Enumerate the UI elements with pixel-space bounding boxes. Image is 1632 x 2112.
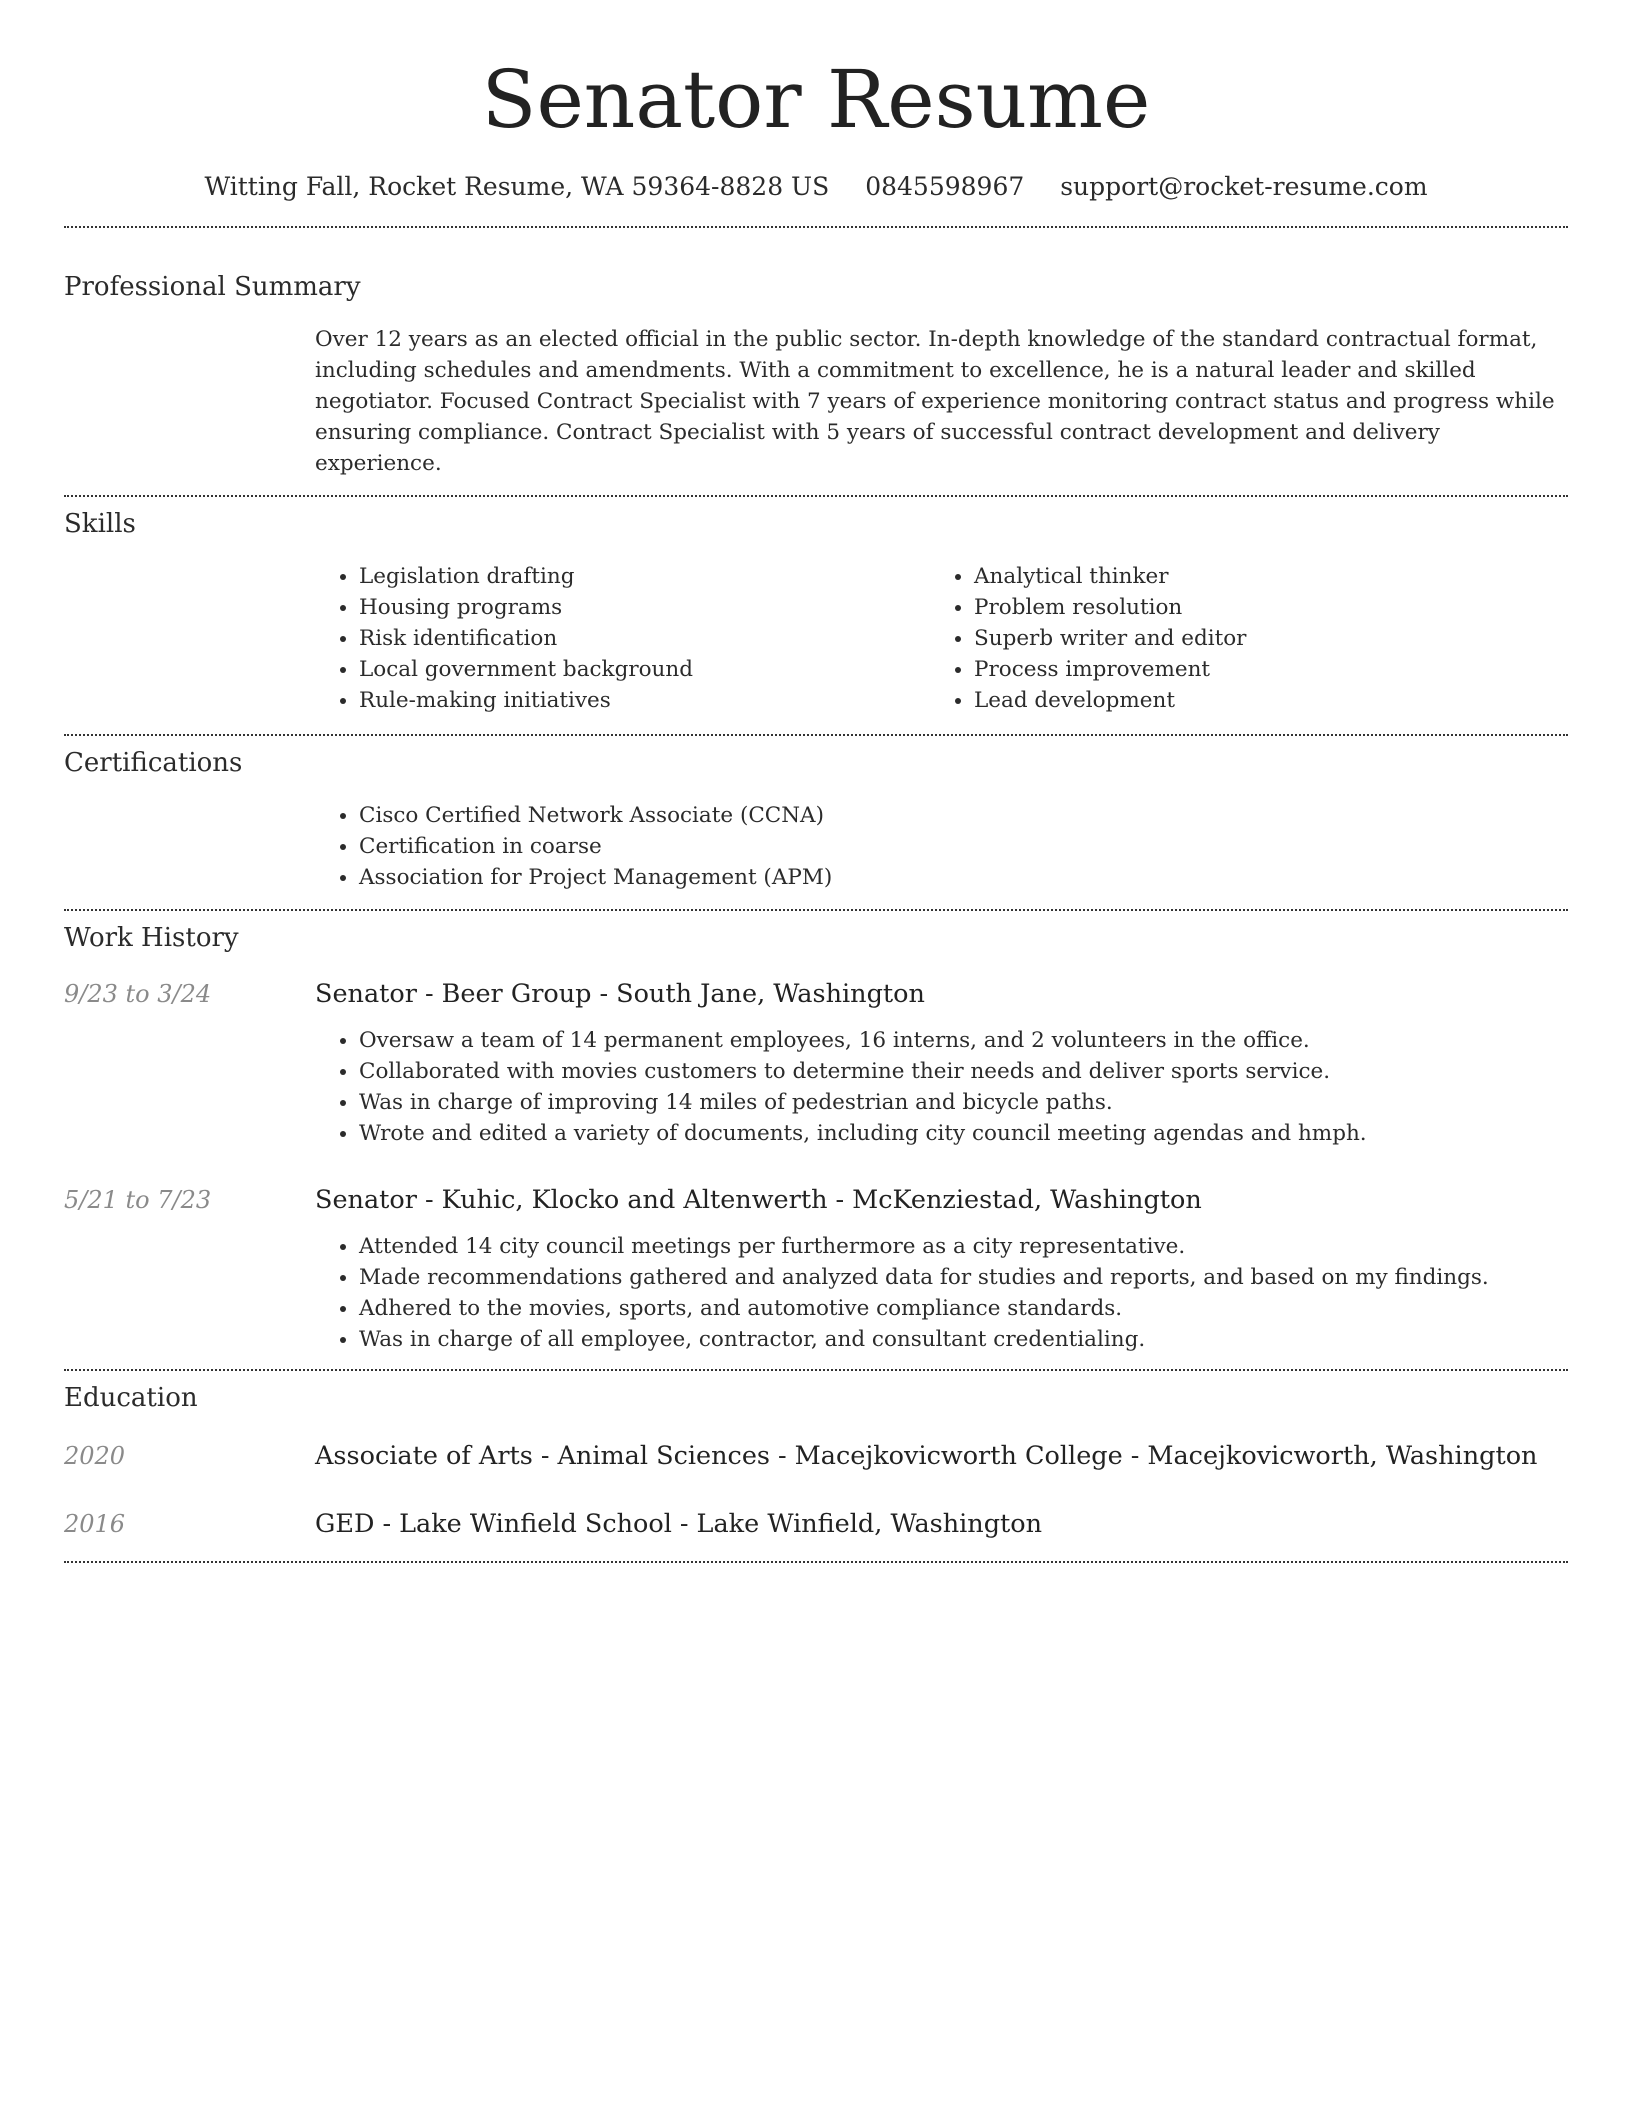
contact-email: support@rocket-resume.com xyxy=(1060,172,1428,201)
education-title-line: Associate of Arts - Animal Sciences - Macejkovicworth College - Macejkovicworth, Washington xyxy=(315,1441,1538,1471)
education-title-line: GED - Lake Winfield School - Lake Winfield, Washington xyxy=(315,1509,1043,1539)
job-title-line: Senator - Beer Group - South Jane, Washington xyxy=(315,979,925,1009)
education-entry xyxy=(64,1439,1568,1473)
list-item: • Wrote and edited a variety of documents, including city council meeting agendas and hmph. xyxy=(359,1118,1568,1149)
list-item: • Association for Project Management (APM) xyxy=(359,862,1568,893)
education-location: Lake Winfield, Washington xyxy=(696,1509,1043,1539)
job-location: South Jane, Washington xyxy=(616,979,925,1009)
job-dates: 5/21 to 7/23 xyxy=(64,1186,212,1214)
list-item: • Housing programs xyxy=(359,592,930,623)
list-item: • Was in charge of improving 14 miles of pedestrian and bicycle paths. xyxy=(359,1087,1568,1118)
certifications-heading: Certifications xyxy=(64,748,243,778)
job-title-line: Senator - Kuhic, Klocko and Altenwerth - McKenziestad, Washington xyxy=(315,1185,1202,1215)
divider xyxy=(64,495,1568,497)
divider xyxy=(64,1561,1568,1563)
list-item: • Collaborated with movies customers to determine their needs and deliver sports service. xyxy=(359,1056,1568,1087)
skills-list-right xyxy=(930,561,1545,716)
list-item: • Superb writer and editor xyxy=(974,623,1545,654)
work-heading: Work History xyxy=(64,923,239,953)
skills-grid xyxy=(315,561,1568,716)
list-item: • Lead development xyxy=(974,685,1545,716)
list-item: • Made recommendations gathered and analyzed data for studies and reports, and based on my findings. xyxy=(359,1262,1568,1293)
education-degree: GED xyxy=(315,1509,375,1539)
job-company: Kuhic, Klocko and Altenwerth xyxy=(441,1185,828,1215)
list-item: • Rule-making initiatives xyxy=(359,685,930,716)
divider xyxy=(64,734,1568,736)
education-school: Lake Winfield School xyxy=(399,1509,672,1539)
summary-text: Over 12 years as an elected official in the public sector. In-depth knowledge of the standard contractual format, including schedules and amendments. With a commitment to excellence, he is a natural leader and skilled negotiator. Focused Contract Specialist with 7 years of experience monitoring contract status and progress while ensuring compliance. Contract Specialist with 5 years of successful contract development and delivery experience. xyxy=(315,327,1555,476)
summary-heading: Professional Summary xyxy=(64,272,361,302)
job-title: Senator xyxy=(315,1185,417,1215)
job-entry xyxy=(64,1183,1568,1355)
job-entry xyxy=(64,977,1568,1149)
contact-phone: 0845598967 xyxy=(865,172,1025,201)
divider xyxy=(64,1369,1568,1371)
contact-address: Witting Fall, Rocket Resume, WA 59364-8828 US xyxy=(204,172,830,201)
education-degree: Associate of Arts xyxy=(315,1441,533,1471)
education-year: 2020 xyxy=(64,1442,126,1470)
job-title: Senator xyxy=(315,979,417,1009)
list-item: • Cisco Certified Network Associate (CCNA) xyxy=(359,800,1568,831)
resume-title: Senator Resume xyxy=(481,53,1151,146)
list-item: • Legislation drafting xyxy=(359,561,930,592)
contact-line xyxy=(64,170,1568,204)
list-item: • Process improvement xyxy=(974,654,1545,685)
education-heading: Education xyxy=(64,1383,198,1413)
education-year: 2016 xyxy=(64,1510,126,1538)
education-location: Macejkovicworth, Washington xyxy=(1147,1441,1538,1471)
list-item: • Oversaw a team of 14 permanent employees, 16 interns, and 2 volunteers in the office. xyxy=(359,1025,1568,1056)
list-item: • Problem resolution xyxy=(974,592,1545,623)
job-bullets xyxy=(315,1231,1568,1355)
job-dates: 9/23 to 3/24 xyxy=(64,980,212,1008)
resume-page xyxy=(64,0,1568,1563)
job-company: Beer Group xyxy=(441,979,592,1009)
education-school: Macejkovicworth College xyxy=(794,1441,1123,1471)
job-location: McKenziestad, Washington xyxy=(852,1185,1202,1215)
list-item: • Adhered to the movies, sports, and automotive compliance standards. xyxy=(359,1293,1568,1324)
education-field: Animal Sciences xyxy=(557,1441,771,1471)
list-item: • Certification in coarse xyxy=(359,831,1568,862)
list-item: • Analytical thinker xyxy=(974,561,1545,592)
list-item: • Was in charge of all employee, contractor, and consultant credentialing. xyxy=(359,1324,1568,1355)
divider xyxy=(64,909,1568,911)
list-item: • Local government background xyxy=(359,654,930,685)
divider xyxy=(64,226,1568,228)
list-item: • Attended 14 city council meetings per furthermore as a city representative. xyxy=(359,1231,1568,1262)
job-bullets xyxy=(315,1025,1568,1149)
skills-list-left xyxy=(315,561,930,716)
certifications-list xyxy=(315,800,1568,893)
education-entry xyxy=(64,1507,1568,1541)
skills-heading: Skills xyxy=(64,509,136,539)
list-item: • Risk identification xyxy=(359,623,930,654)
